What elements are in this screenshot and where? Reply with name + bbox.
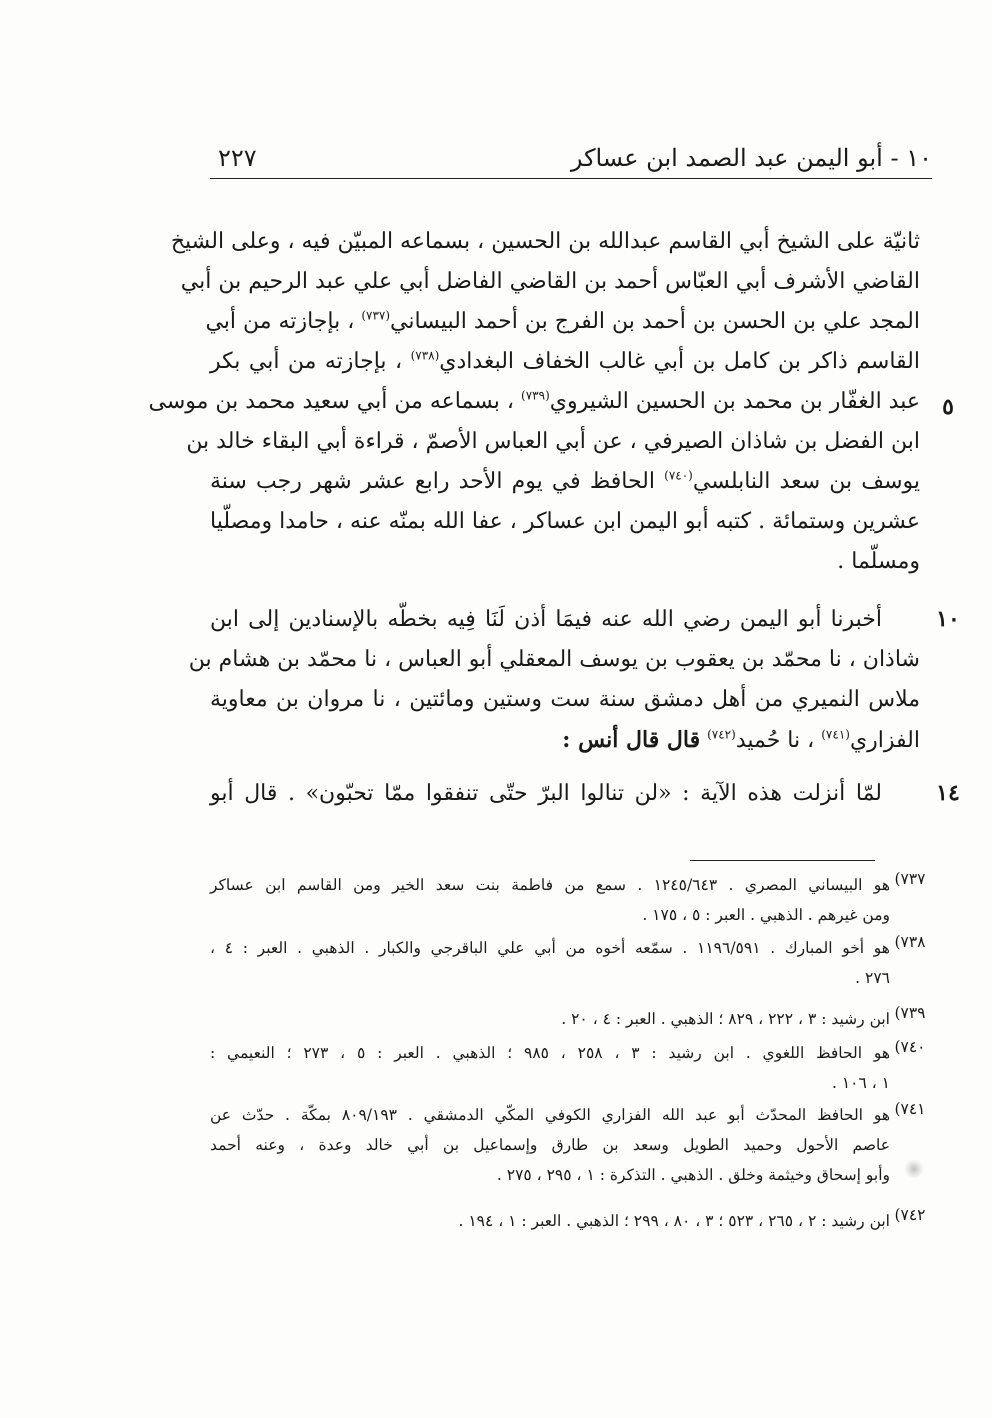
footnote-742 xyxy=(210,1206,890,1236)
paragraph-2 xyxy=(188,600,920,760)
footnote-740 xyxy=(210,1038,890,1098)
text-segment: القاسم ذاكر بن كامل بن أبي غالب الخفاف البغدادي xyxy=(439,349,920,374)
footnote-line: هو الحافظ اللغوي . ابن رشيد : ٣ ، ٢٥٨ ، ٩٨٥ ؛ الذهبي . العبر : ٥ ، ٢٧٣ ؛ النعيمي : xyxy=(210,1044,891,1062)
footnote-ref[interactable]: (٧٤٠) xyxy=(664,468,693,483)
header-rule xyxy=(210,178,932,179)
footnote-line: هو البيساني المصري . ١٢٤٥/٦٤٣ . سمع من فاطمة بنت سعد الخير ومن القاسم ابن عساكر xyxy=(210,876,890,894)
text-line: ثانيّة على الشيخ أبي القاسم عبدالله بن الحسين ، بسماعه المبيّن فيه ، وعلى الشيخ xyxy=(170,229,920,254)
footnote-line: هو أخو المبارك . ١١٩٦/٥٩١ . سمّعه أخوه من أبي علي الباقرجي والكبار . الذهبي . العبر : ٤ ، xyxy=(210,939,890,957)
page-number: ٢٢٧ xyxy=(218,144,257,172)
footnote-739 xyxy=(210,1004,890,1034)
text-line: ومسلّما . xyxy=(837,549,920,574)
footnote-rule xyxy=(690,860,875,861)
text-segment: المجد علي بن الحسن بن أحمد بن الفرج بن أحمد البيساني xyxy=(390,309,920,334)
chapter-title: ١٠ - أبو اليمن عبد الصمد ابن عساكر xyxy=(570,144,932,172)
footnote-number: ٧٤١) xyxy=(894,1100,926,1118)
text-segment: ، بسماعه من أبي سعيد محمد بن موسى xyxy=(148,389,515,414)
text-line xyxy=(210,462,920,502)
text-segment: ، بإجازته من أبي xyxy=(205,309,355,334)
footnote-741 xyxy=(210,1100,890,1190)
footnote-line: ابن رشيد : ٢ ، ٢٦٥ ، ٥٢٣ ؛ ٣ ، ٨٠ ، ٢٩٩ ؛ الذهبي . العبر : ١ ، ١٩٤ . xyxy=(458,1212,890,1230)
text-line: ابن الفضل بن شاذان الصيرفي ، عن أبي العباس الأصمّ ، قراءة أبي البقاء خالد بن xyxy=(186,429,920,454)
paragraph-1 xyxy=(148,222,921,582)
text-line xyxy=(148,382,920,422)
text-segment: الحافظ في يوم الأحد رابع عشر شهر رجب سنة xyxy=(210,469,655,494)
text-line: لمّا أنزلت هذه الآية : «لن تنالوا البرّ حتّى تنفقوا ممّا تحبّون» . قال أبو xyxy=(210,781,882,806)
footnote-ref[interactable]: (٧٣٧) xyxy=(361,308,391,323)
footnote-line: عاصم الأحول وحميد الطويل وسعد بن طارق وإسماعيل بن أبي خالد وعدة ، وعنه أحمد xyxy=(210,1136,890,1154)
footnote-ref[interactable]: (٧٤١) xyxy=(821,727,850,742)
running-head xyxy=(210,140,932,180)
scan-smudge xyxy=(903,1160,925,1178)
footnote-number: ٧٣٨) xyxy=(894,933,926,951)
footnote-line: ١ ، ١٠٦ . xyxy=(831,1074,890,1092)
line-number-5: ٥ xyxy=(942,394,954,420)
text-segment: قال قال أنس : xyxy=(562,727,701,753)
text-line: ملاس النميري من أهل دمشق سنة ست وستين ومائتين ، نا مروان بن معاوية xyxy=(210,687,920,712)
footnote-ref[interactable]: (٧٣٩) xyxy=(521,388,550,403)
footnote-line: هو الحافظ المحدّث أبو عبد الله الفزاري الكوفي المكّي الدمشقي . ٨٠٩/١٩٣ بمكّة . حدّث عن xyxy=(210,1106,890,1124)
paragraph-3 xyxy=(210,774,920,814)
footnote-line: ومن غيرهم . الذهبي . العبر : ٥ ، ١٧٥ . xyxy=(642,906,890,924)
text-line xyxy=(210,342,920,382)
footnote-ref[interactable]: (٧٣٨) xyxy=(410,348,440,363)
footnote-line: ابن رشيد : ٣ ، ٢٢٢ ، ٨٢٩ ؛ الذهبي . العبر : ٤ ، ٢٠ . xyxy=(561,1010,890,1028)
text-segment: الفزاري xyxy=(849,728,920,753)
text-line xyxy=(205,302,920,342)
line-number-14: ١٤ xyxy=(936,780,960,806)
text-line: شاذان ، نا محمّد بن يعقوب بن يوسف المعقلي أبو العباس ، نا محمّد بن هشام بن xyxy=(188,647,920,672)
footnote-number: ٧٣٧) xyxy=(894,870,926,888)
footnote-number: ٧٤٠) xyxy=(894,1038,926,1056)
footnote-line: ٢٧٦ . xyxy=(855,969,890,987)
text-segment: ، بإجازته من أبي بكر xyxy=(210,349,403,374)
text-segment: يوسف بن سعد النابلسي xyxy=(692,469,921,494)
line-number-10: ١٠ xyxy=(936,606,960,632)
text-segment: ، نا حُميد xyxy=(735,728,815,753)
text-line: عشرين وستمائة . كتبه أبو اليمن ابن عساكر ، عفا الله بمنّه عنه ، حامدا ومصلّيا xyxy=(210,509,920,534)
text-line: أخبرنا أبو اليمن رضي الله عنه فيمَا أذن لَنَا فِيه بخطّه بالإسنادين إلى ابن xyxy=(210,607,882,632)
text-segment: عبد الغفّار بن محمد بن الحسين الشيروي xyxy=(549,389,920,414)
footnote-ref[interactable]: (٧٤٢) xyxy=(707,727,736,742)
footnote-number: ٧٤٢) xyxy=(894,1206,926,1224)
footnote-738 xyxy=(210,933,890,993)
footnote-737 xyxy=(210,870,890,930)
footnote-line: وأبو إسحاق وخيثمة وخلق . الذهبي . التذكرة : ١ ، ٢٩٥ ، ٢٧٥ . xyxy=(496,1166,890,1184)
footnote-number: ٧٣٩) xyxy=(894,1004,926,1022)
text-line: القاضي الأشرف أبي العبّاس أحمد بن القاضي الفاضل أبي علي عبد الرحيم بن أبي xyxy=(180,269,920,294)
text-line xyxy=(210,720,920,760)
